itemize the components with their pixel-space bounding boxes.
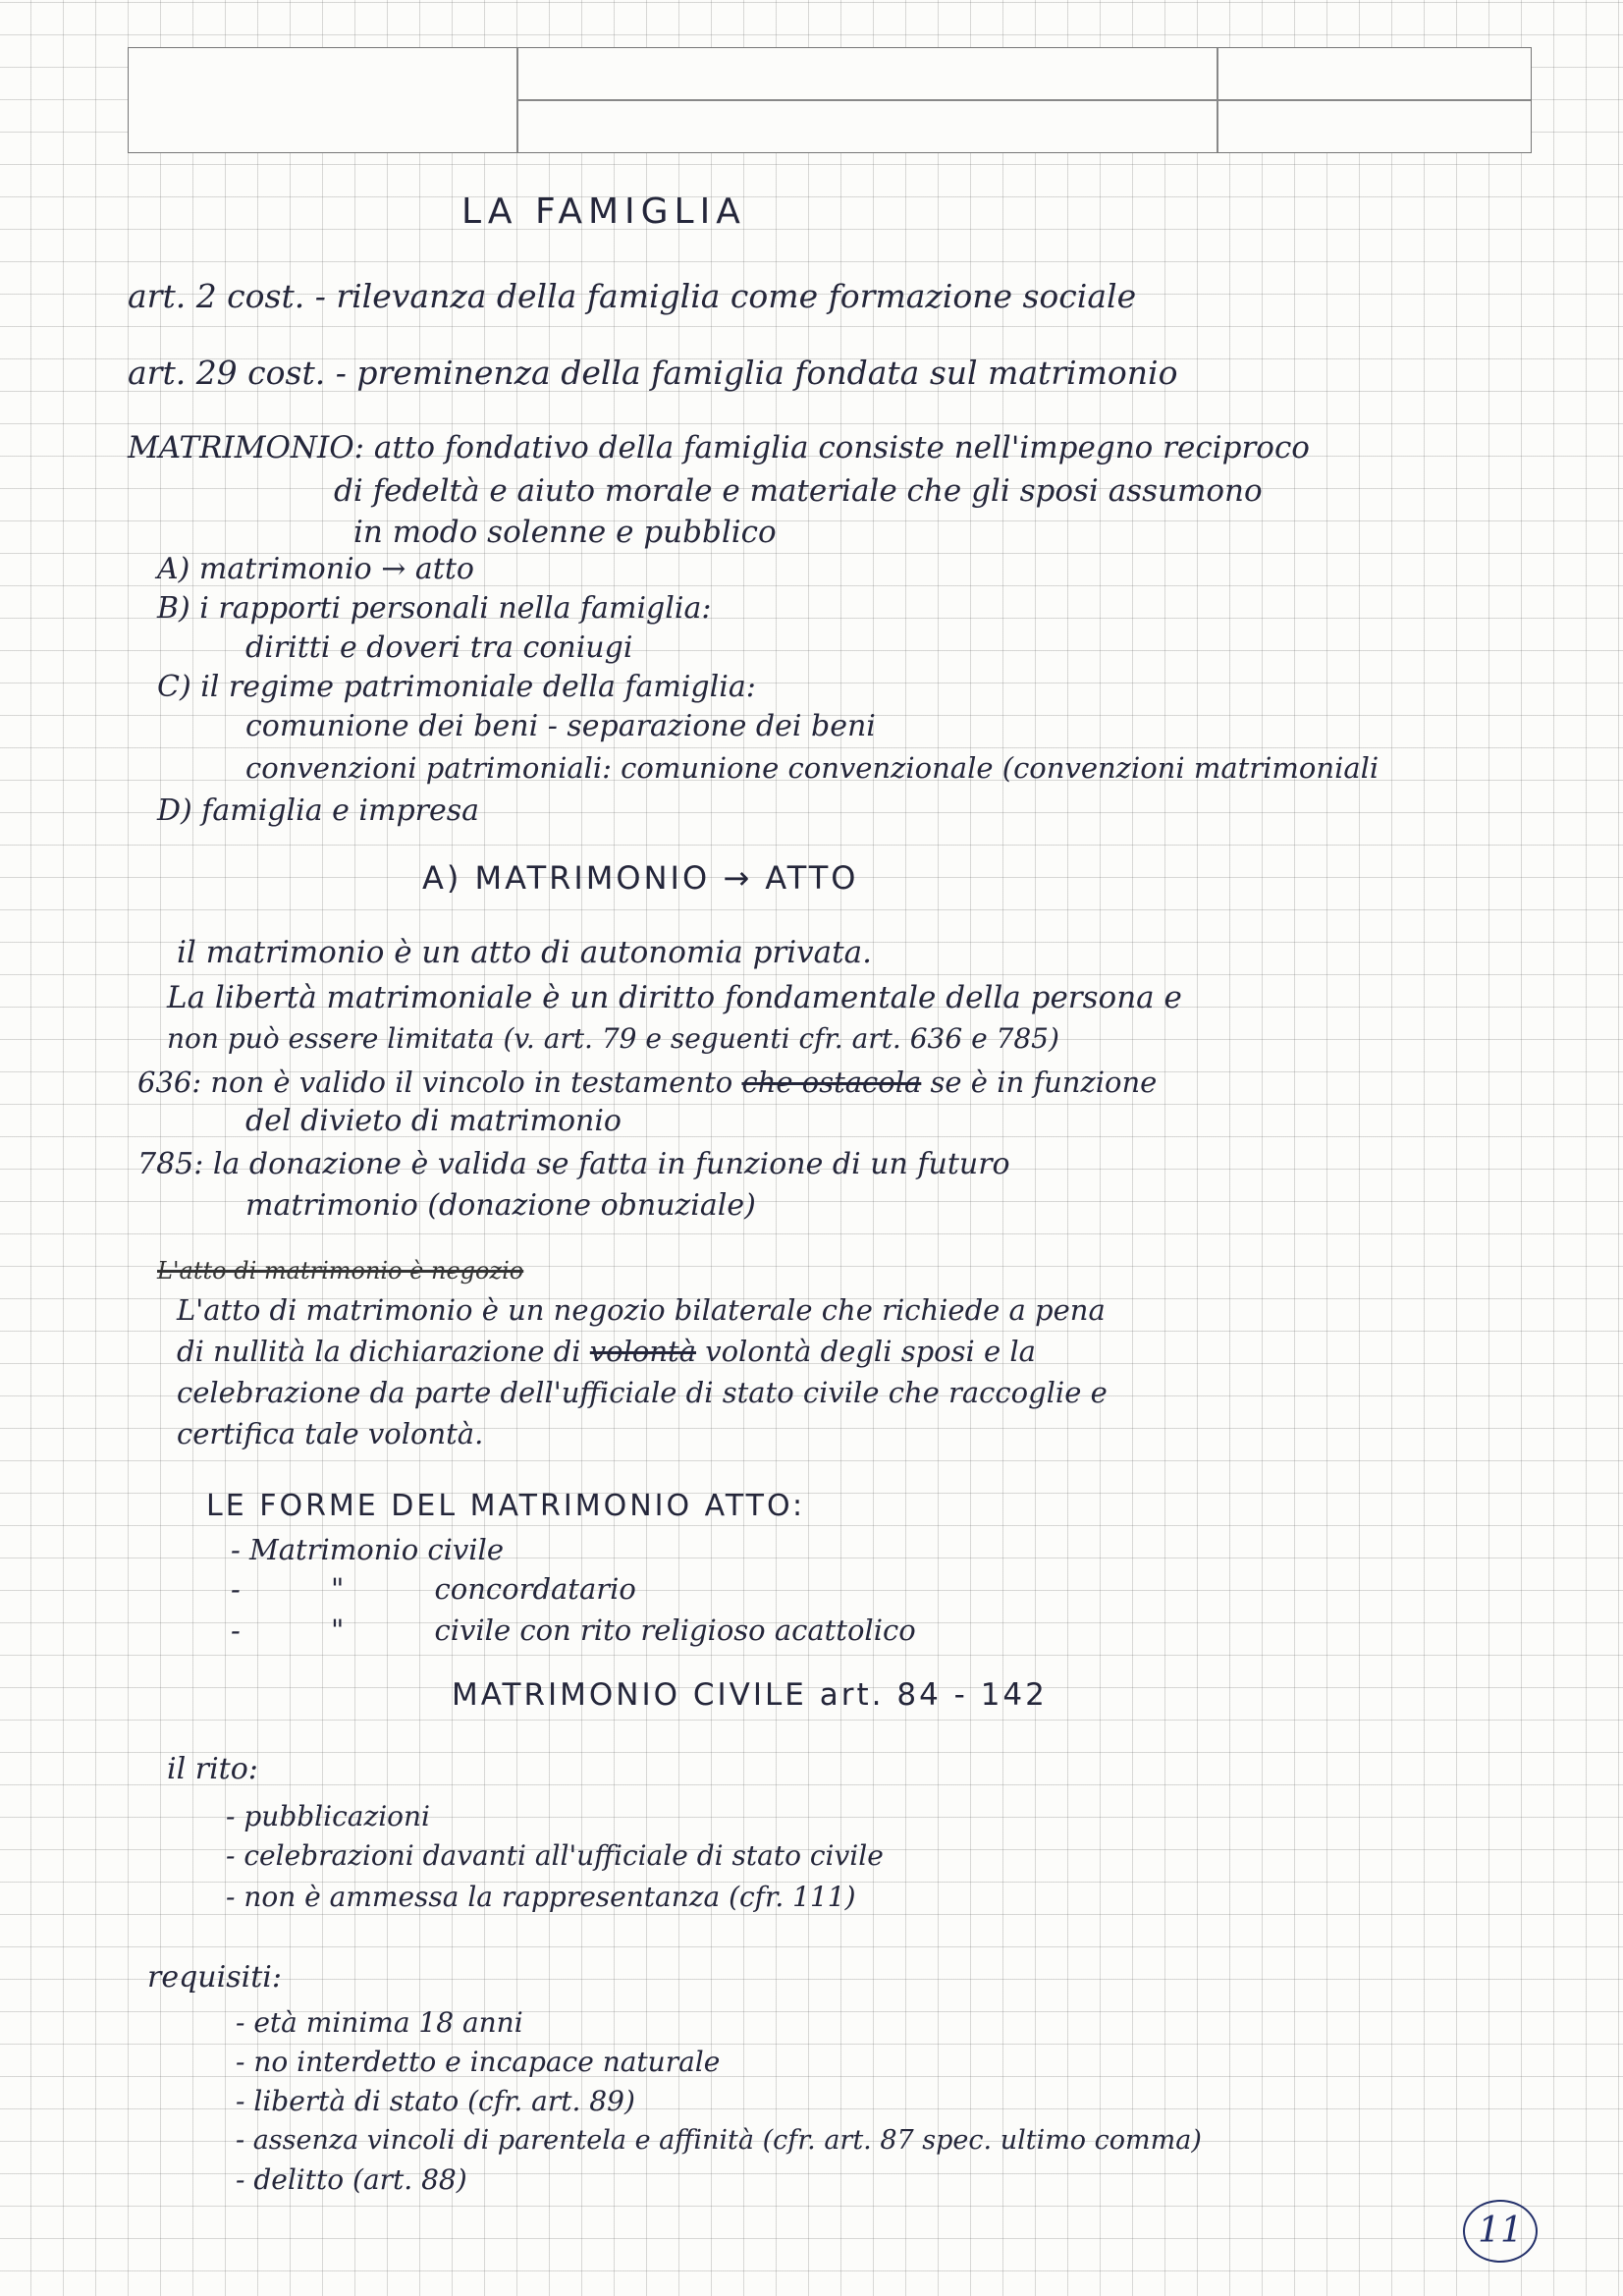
nullity-text-end: volontà degli sposi e la (705, 1335, 1036, 1368)
note-line: il matrimonio è un atto di autonomia privata. (177, 935, 872, 970)
note-line: D) famiglia e impresa (157, 793, 480, 828)
note-line: La libertà matrimoniale è un diritto fondamentale della persona e (167, 980, 1182, 1015)
note-line: - età minima 18 anni (236, 2006, 523, 2039)
strikethrough-text: volontà (589, 1335, 696, 1368)
note-line: - libertà di stato (cfr. art. 89) (236, 2085, 635, 2117)
section-heading: MATRIMONIO CIVILE art. 84 - 142 (452, 1677, 1048, 1713)
note-line: di fedeltà e aiuto morale e materiale che gli sposi assumono (334, 473, 1263, 509)
note-line: - " civile con rito religioso acattolico (231, 1613, 916, 1647)
note-line (177, 1332, 1036, 1371)
note-line: - non è ammessa la rappresentanza (cfr. 111) (226, 1881, 856, 1913)
note-line: - assenza vincoli di parentela e affinità (cfr. art. 87 spec. ultimo comma) (236, 2125, 1202, 2156)
note-line: 785: la donazione è valida se fatta in funzione di un futuro (137, 1147, 1010, 1181)
note-line: MATRIMONIO: atto fondativo della famiglia consiste nell'impegno reciproco (128, 430, 1310, 465)
note-line: - pubblicazioni (226, 1800, 431, 1832)
strikethrough-text: che ostacola (741, 1066, 922, 1099)
note-line: diritti e doveri tra coniugi (245, 630, 633, 665)
note-line: convenzioni patrimoniali: comunione convenzionale (convenzioni matrimoniali (245, 751, 1380, 785)
header-table (128, 47, 1532, 153)
note-line: art. 29 cost. - preminenza della famiglia fondata sul matrimonio (128, 354, 1178, 392)
page-number: 11 (1463, 2200, 1538, 2263)
page-title: LA FAMIGLIA (461, 191, 746, 232)
note-line: del divieto di matrimonio (245, 1104, 622, 1138)
article-636-text-end: se è in funzione (930, 1066, 1158, 1099)
nullity-text: di nullità la dichiarazione di (177, 1335, 581, 1368)
note-line: B) i rapporti personali nella famiglia: (157, 591, 712, 626)
article-636-text: 636: non è valido il vincolo in testamento (137, 1066, 733, 1099)
note-line: celebrazione da parte dell'ufficiale di stato civile che raccoglie e (177, 1376, 1108, 1409)
note-line (137, 1063, 1157, 1102)
note-line: - delitto (art. 88) (236, 2163, 467, 2196)
section-heading: LE FORME DEL MATRIMONIO ATTO: (206, 1489, 806, 1523)
note-line: - celebrazioni davanti all'ufficiale di stato civile (226, 1839, 884, 1872)
note-line: - Matrimonio civile (231, 1533, 504, 1566)
note-line: non può essere limitata (v. art. 79 e seguenti cfr. art. 636 e 785) (167, 1022, 1059, 1055)
section-heading: A) MATRIMONIO → ATTO (422, 859, 859, 897)
note-line: art. 2 cost. - rilevanza della famiglia come formazione sociale (128, 277, 1137, 315)
note-line: - no interdetto e incapace naturale (236, 2046, 721, 2078)
strikethrough-text: L'atto di matrimonio è negozio (157, 1257, 524, 1285)
note-line: L'atto di matrimonio è un negozio bilaterale che richiede a pena (177, 1293, 1106, 1327)
note-line: - " concordatario (231, 1572, 636, 1606)
note-line: certifica tale volontà. (177, 1417, 484, 1450)
note-line: matrimonio (donazione obnuziale) (245, 1188, 756, 1223)
note-line: il rito: (167, 1752, 258, 1786)
note-line: comunione dei beni - separazione dei beni (245, 709, 876, 743)
note-line: A) matrimonio → atto (157, 552, 474, 586)
note-line: requisiti: (147, 1960, 282, 1995)
header-divider (516, 99, 1531, 101)
note-line: C) il regime patrimoniale della famiglia: (157, 670, 756, 704)
note-line: in modo solenne e pubblico (353, 515, 777, 550)
